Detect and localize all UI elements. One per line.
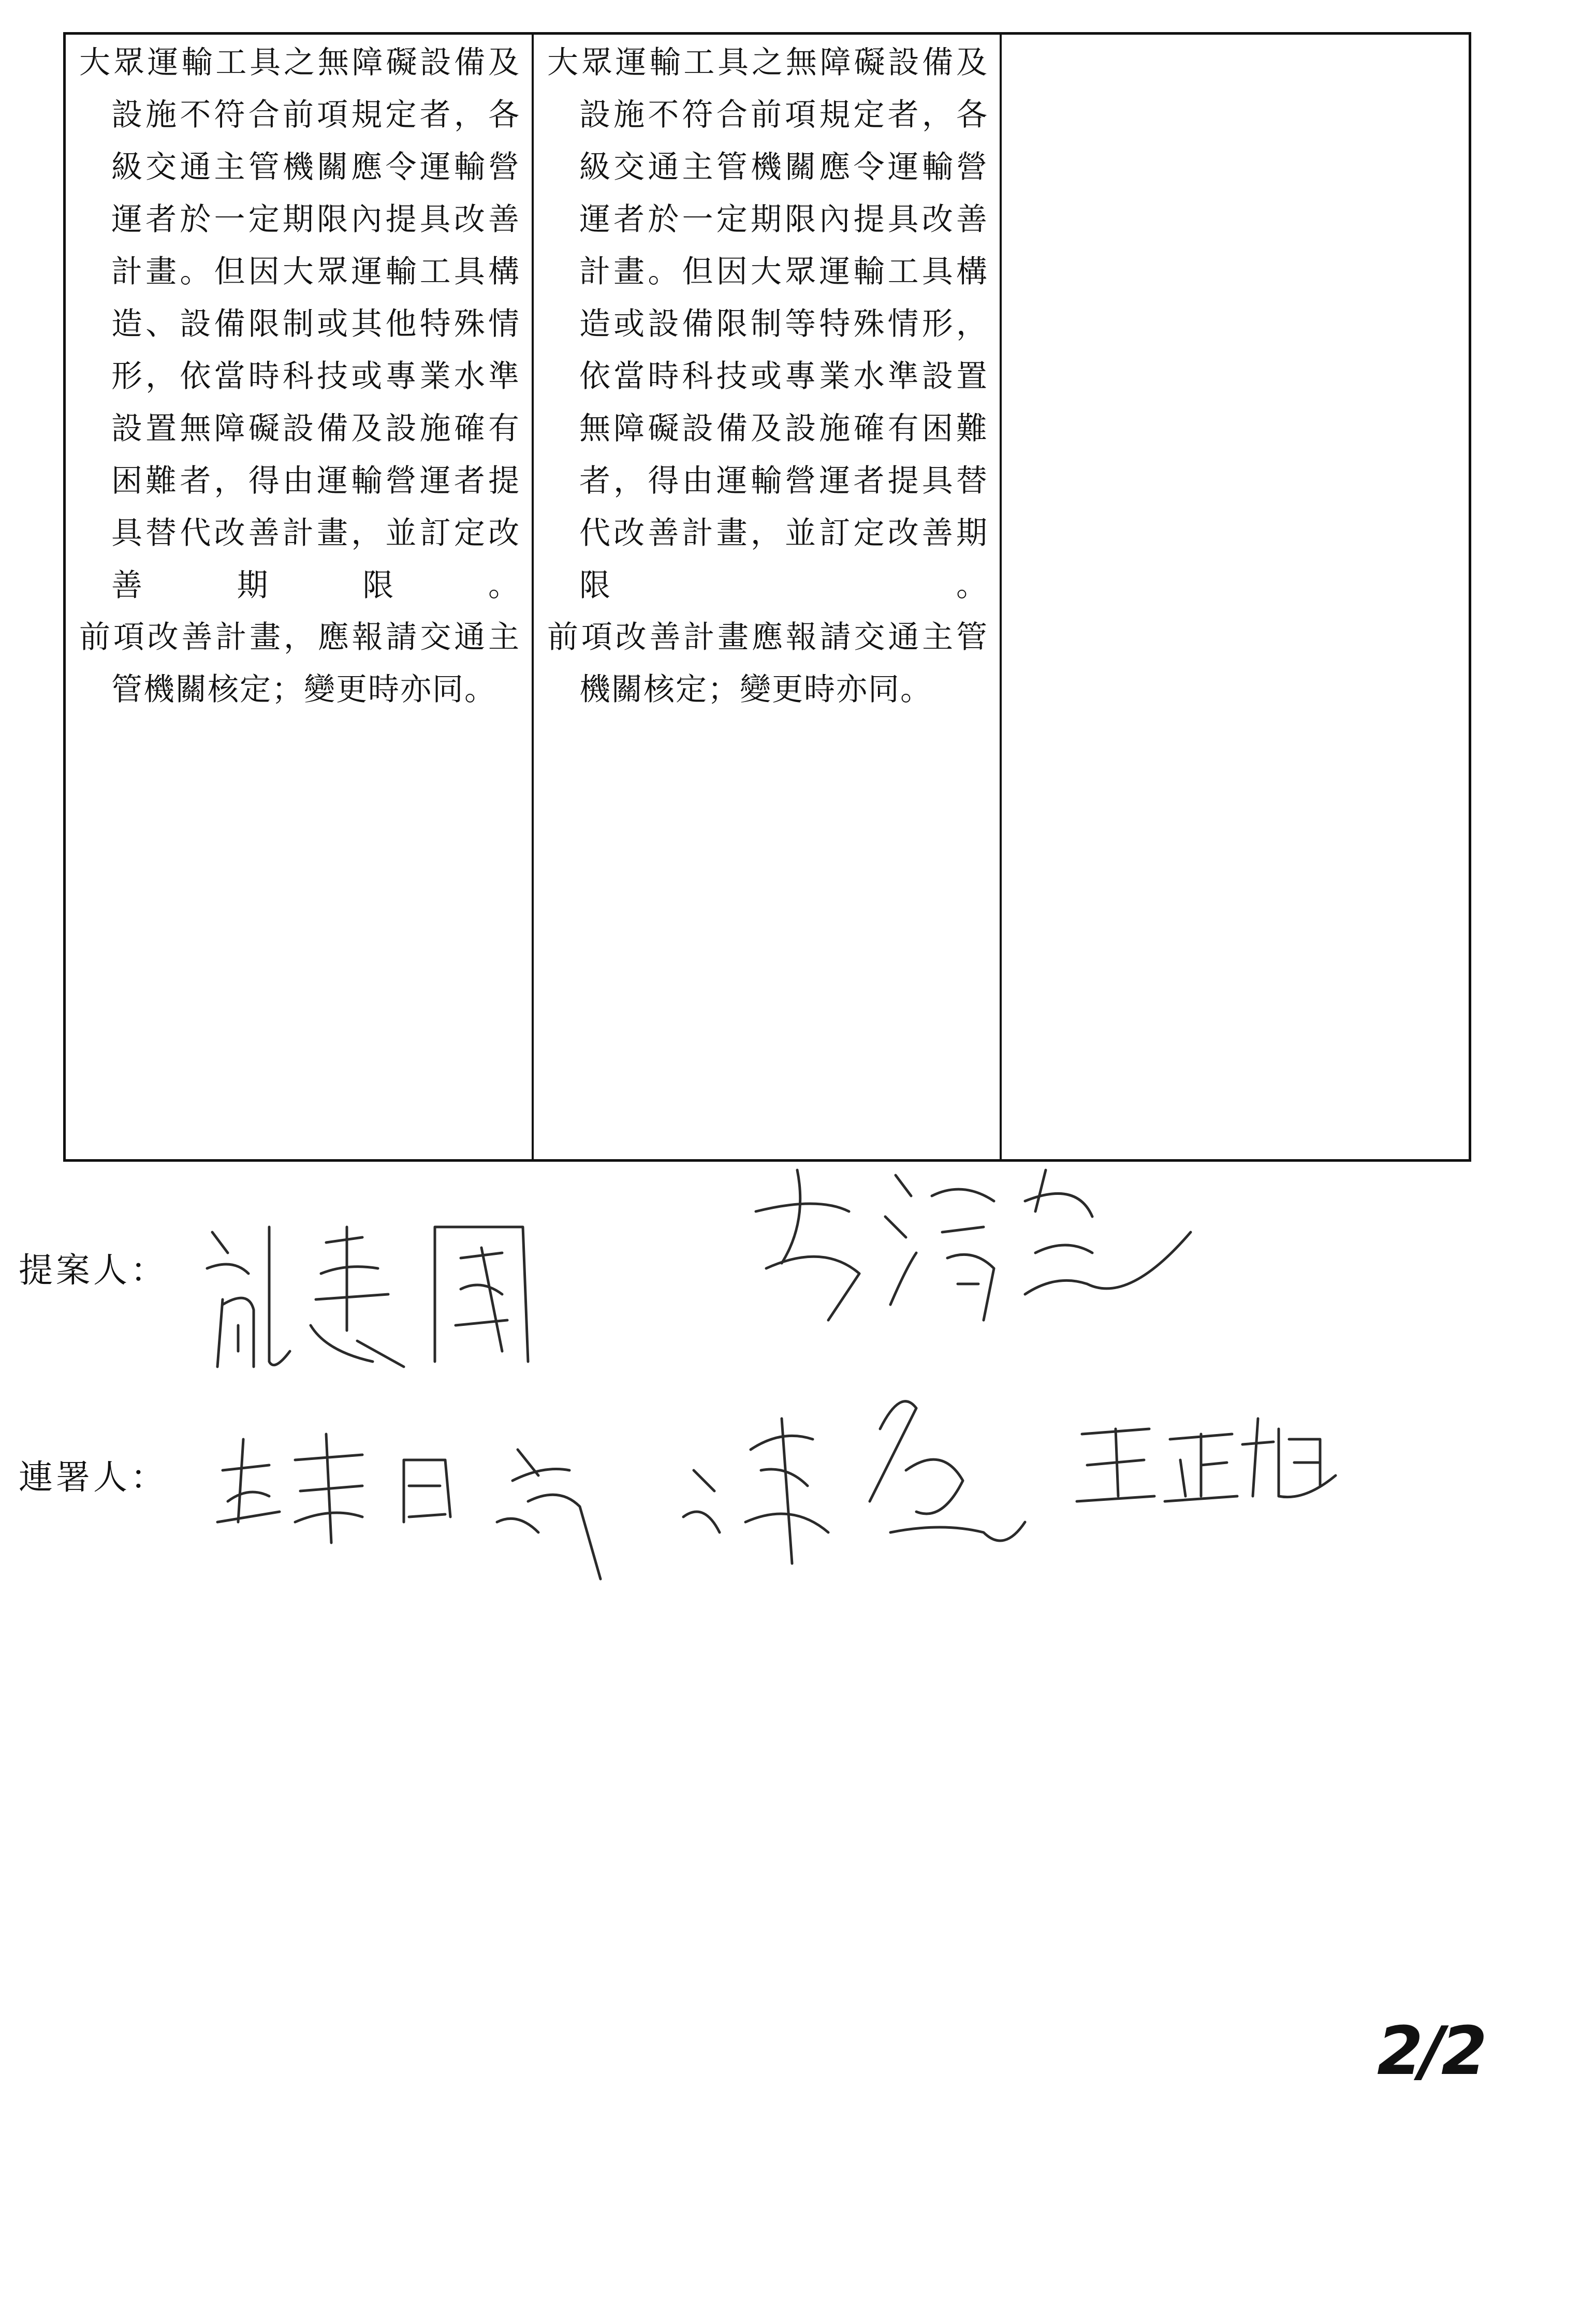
- amendment-table: [63, 32, 1471, 1162]
- proposer-signature: [192, 1196, 606, 1393]
- table-cell-paragraph: 前項改善計畫應報請交通主管機關核定；變更時亦同。: [547, 619, 988, 708]
- table-cell-paragraph: 前項改善計畫，應報請交通主管機關核定；變更時亦同。: [79, 619, 520, 708]
- table-cell-paragraph: 大眾運輸工具之無障礙設備及設施不符合前項規定者，各級交通主管機關應令運輸營運者於一定期限內提具改善計畫。但因大眾運輸工具構造、設備限制或其他特殊情形，依當時科技或專業水準設置無障礙設備及設施確有困難者，得由運輸營運者提具替代改善計畫，並訂定改善期限。: [79, 45, 520, 604]
- table-column-explanation: [1002, 35, 1469, 1159]
- proposer-label: 提案人：: [19, 1250, 168, 1290]
- cosigner-signature-3: [1066, 1398, 1356, 1512]
- cosigner-label: 連署人：: [19, 1457, 168, 1497]
- cosigner-signature-2: [673, 1367, 1046, 1584]
- table-cell-paragraph: 大眾運輸工具之無障礙設備及設施不符合前項規定者，各級交通主管機關應令運輸營運者於一定期限內提具改善計畫。但因大眾運輸工具構造或設備限制等特殊情形，依當時科技或專業水準設置無障礙設備及設施確有困難者，得由運輸營運者提具替代改善計畫，並訂定改善期限。: [547, 45, 988, 604]
- page-number: 2/2: [1377, 2013, 1484, 2090]
- table-column-amended-text: [66, 35, 534, 1159]
- table-column-current-text: [534, 35, 1002, 1159]
- cosigner-signature-1: [207, 1419, 632, 1595]
- proposer-signature-second: [735, 1149, 1242, 1336]
